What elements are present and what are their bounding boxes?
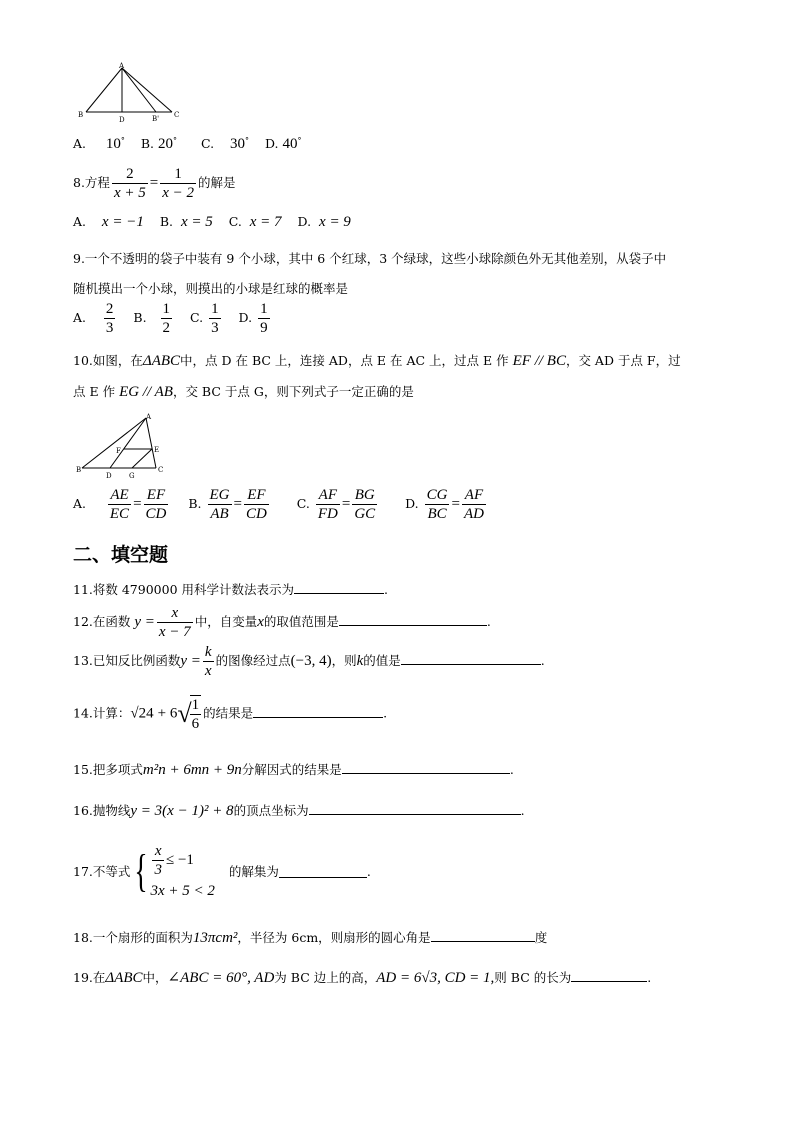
q7-label-a: A xyxy=(119,62,125,70)
q11-answer-blank[interactable] xyxy=(294,581,384,594)
q9-option-d: D. $\frac{1}{9}$ xyxy=(238,301,268,336)
q7-label-c: C xyxy=(174,111,180,119)
q12-fraction: $\frac{x}{x - 7}$ xyxy=(158,605,191,640)
q10-triangle-figure xyxy=(76,412,170,480)
q17-system-brace: { xyxy=(134,845,149,896)
q9-option-a: A. $\frac{2}{3}$ xyxy=(73,301,114,336)
q10-line2: 点 E 作 EG // AB，交 BC 于点 G，则下列式子一定正确的是 xyxy=(73,384,414,400)
q18-question: 18.一个扇形的面积为13πcm²，半径为 6cm，则扇形的圆心角是 度 xyxy=(73,930,548,946)
q8-question: 8.方程 $\frac{2}{x + 5}$ = $\frac{1}{x - 2}$ 的解是 xyxy=(73,166,236,201)
q10-option-d: D. $\frac{CG}{BC}$ = $\frac{AF}{AD}$ xyxy=(405,487,484,522)
q7-label-b: B xyxy=(78,111,84,119)
q15-answer-blank[interactable] xyxy=(342,761,510,774)
q14-fraction: $\frac{1}{6}$ xyxy=(191,697,200,732)
q10-label-f: F xyxy=(116,447,121,455)
q8-options xyxy=(73,214,363,231)
q10-options xyxy=(73,486,500,523)
q10-label-g: G xyxy=(129,472,135,480)
q14-answer-blank[interactable] xyxy=(253,705,383,718)
q7-option-d: D. 40° xyxy=(264,136,302,153)
q19-question: 19.在ΔABC中，∠ABC = 60°, AD为 BC 边上的高，AD = 6√3, CD = 1,则 BC 的长为 . xyxy=(73,970,652,986)
q13-question: 13.已知反比例函数y = $\frac{k}{x}$ 的图像经过点(−3, 4)，则k的值是 . xyxy=(73,644,545,679)
q14-question: 14.计算：√24 + 6√ $\frac{1}{6}$ 的结果是 . xyxy=(73,697,388,732)
q8-option-c: C. x = 7 xyxy=(228,214,282,230)
section-heading-fill-in: 二、填空题 xyxy=(73,544,169,566)
q8-option-a: A. x = −1 xyxy=(73,214,144,230)
q10-label-b: B xyxy=(76,466,82,474)
q12-question: 12.在函数 y = $\frac{x}{x - 7}$ 中，自变量x的取值范围是 . xyxy=(73,605,491,640)
q9-line2: 随机摸出一个小球，则摸出的小球是红球的概率是 xyxy=(73,281,349,296)
q9-line1: 9.一个不透明的袋子中装有 9 个小球，其中 6 个红球，3 个绿球，这些小球除颜色外无其他差别，从袋子中 xyxy=(73,251,667,266)
q9-option-b: B. $\frac{1}{2}$ xyxy=(133,301,170,336)
q10-option-c: C. $\frac{AF}{FD}$ = $\frac{BG}{GC}$ xyxy=(296,487,376,522)
q17-question: 17.不等式 { $\frac{x}{3}$ ≤ −1 3x + 5 < 2 的解集为 . xyxy=(73,843,371,899)
q7-option-b: B. 20° xyxy=(140,136,178,153)
q8-lhs-fraction: $\frac{2}{x + 5}$ xyxy=(113,166,146,201)
q10-line1: 10.如图，在ΔABC中，点 D 在 BC 上，连接 AD，点 E 在 AC 上，过点 E 作 EF // BC，交 AD 于点 F，过 xyxy=(73,353,681,369)
q8-option-b: B. x = 5 xyxy=(159,214,213,230)
q7-label-d: D xyxy=(119,116,125,124)
q8-option-d: D. x = 9 xyxy=(297,214,351,230)
q10-option-a: A. $\frac{AE}{EC}$ = $\frac{EF}{CD}$ xyxy=(73,487,167,522)
q9-options xyxy=(73,300,284,337)
q10-label-c: C xyxy=(158,466,164,474)
q13-fraction: $\frac{k}{x}$ xyxy=(204,644,212,679)
q7-option-c: C. 30° xyxy=(200,136,249,153)
q10-label-a: A xyxy=(146,413,152,421)
q8-rhs-fraction: $\frac{1}{x - 2}$ xyxy=(162,166,194,201)
q7-label-bprime: B' xyxy=(152,115,160,123)
q16-answer-blank[interactable] xyxy=(309,802,521,815)
q11-question: 11.将数 4790000 用科学计数法表示为 . xyxy=(73,582,388,597)
q10-option-b: B. $\frac{EG}{AB}$ = $\frac{EF}{CD}$ xyxy=(188,487,267,522)
q19-answer-blank[interactable] xyxy=(571,969,647,982)
q16-question: 16.抛物线y = 3(x − 1)² + 8的顶点坐标为 . xyxy=(73,803,525,819)
q10-label-e: E xyxy=(154,446,160,454)
q13-answer-blank[interactable] xyxy=(401,652,541,665)
q7-options xyxy=(73,136,314,153)
q7-triangle-figure xyxy=(76,62,188,124)
q9-option-c: C. $\frac{1}{3}$ xyxy=(189,301,219,336)
q10-label-d: D xyxy=(106,472,112,480)
q12-answer-blank[interactable] xyxy=(339,613,487,626)
q15-question: 15.把多项式m²n + 6mn + 9n分解因式的结果是 . xyxy=(73,762,514,778)
q18-answer-blank[interactable] xyxy=(431,929,535,942)
q7-option-a: A. 10° xyxy=(73,136,125,153)
q17-answer-blank[interactable] xyxy=(279,865,367,878)
q17-inequality-system: $\frac{x}{3}$ ≤ −1 3x + 5 < 2 xyxy=(150,843,215,899)
